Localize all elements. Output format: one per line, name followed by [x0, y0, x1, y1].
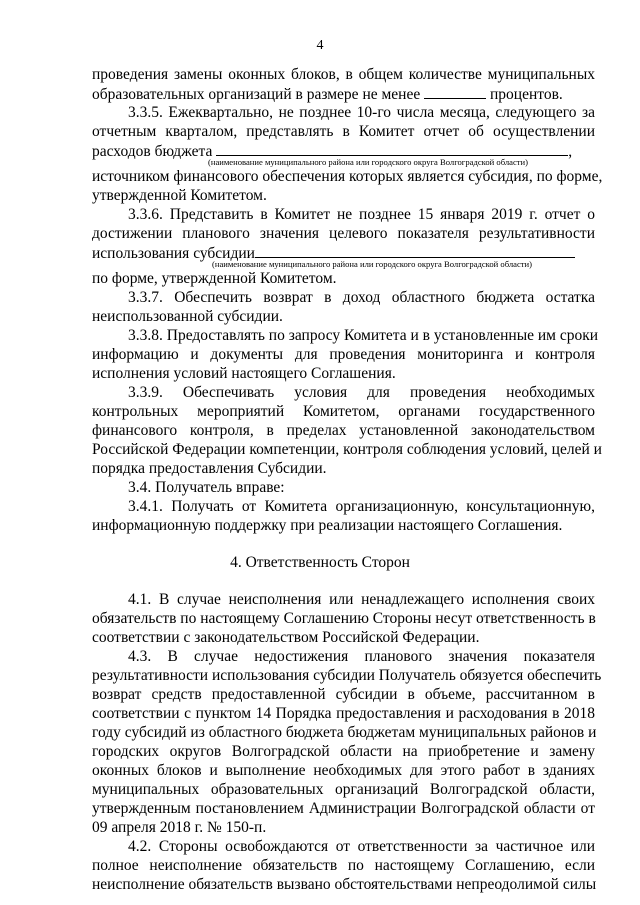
text-line: информацию и документы для проведения мониторинга и контроля — [92, 346, 595, 363]
page-number: 4 — [316, 38, 324, 53]
text-line: 09 апреля 2018 г. № 150-п. — [92, 819, 267, 836]
text-line: 4.3. В случае недостижения планового значения показателя — [128, 648, 595, 665]
text-line: 3.3.6. Представить в Комитет не позднее 15 января 2019 г. отчет о — [128, 206, 595, 223]
blank-field — [424, 84, 486, 99]
text-line: исполнения условий настоящего Соглашения. — [92, 365, 396, 382]
text-fragment: образовательных организаций в размере не менее — [92, 86, 421, 103]
text-line: утвержденной Комитетом. — [92, 187, 267, 204]
text-line: 3.3.5. Ежеквартально, не позднее 10-го числа месяца, следующего за — [128, 104, 595, 121]
text-line: соответствии с законодательством Российской Федерации. — [92, 629, 480, 646]
text-line: 3.4. Получатель вправе: — [128, 479, 285, 496]
text-line: обязательств по настоящему Соглашению Стороны несут ответственность в — [92, 610, 596, 627]
text-line: 3.3.7. Обеспечить возврат в доход областного бюджета остатка — [128, 289, 595, 306]
section-heading: 4. Ответственность Сторон — [230, 554, 410, 571]
footnote-label: (наименование муниципального района или городского округа Волгоградской области) — [208, 157, 529, 167]
text-line: возврат средств предоставленной субсидии в объеме, рассчитанном в — [92, 686, 595, 703]
text-line: информационную поддержку при реализации настоящего Соглашения. — [92, 517, 563, 534]
text-line: неисполнение обязательств вызвано обстоятельствами непреодолимой силы — [92, 876, 597, 893]
blank-field — [255, 243, 575, 258]
text-line: году субсидий из областного бюджета бюджетам муниципальных районов и — [92, 724, 597, 741]
text-fragment: процентов. — [489, 86, 563, 103]
text-fragment: , — [568, 143, 573, 160]
text-line: результативности использования субсидии Получатель обязуется обеспечить — [92, 667, 602, 684]
text-line — [92, 84, 595, 105]
text-line: отчетным кварталом, представлять в Комитет отчет об осуществлении — [92, 123, 595, 140]
text-fragment: использования субсидии — [92, 245, 255, 262]
text-fragment: расходов бюджета — [92, 143, 213, 160]
text-line: достижении планового значения целевого показателя результативности — [92, 225, 595, 242]
text-line: неиспользованной субсидии. — [92, 308, 283, 325]
text-line: источником финансового обеспечения которых является субсидия, по форме, — [92, 168, 603, 185]
text-line: по форме, утвержденной Комитетом. — [92, 270, 337, 287]
text-line: 3.3.9. Обеспечивать условия для проведения необходимых — [128, 384, 595, 401]
footnote-label: (наименование муниципального района или городского округа Волгоградской области) — [212, 259, 533, 269]
text-line: 3.3.8. Предоставлять по запросу Комитета и в установленные им сроки — [128, 327, 599, 344]
text-line: оконных блоков и выполнение необходимых для этого работ в зданиях — [92, 762, 595, 779]
text-line: 4.1. В случае неисполнения или ненадлежащего исполнения своих — [128, 591, 595, 608]
text-line: контрольных мероприятий Комитетом, органами государственного — [92, 403, 595, 420]
text-line: полное неисполнение обязательств по настоящему Соглашению, если — [92, 857, 595, 874]
text-line: соответствии с пунктом 14 Порядка предоставления и расходования в 2018 — [92, 705, 595, 722]
text-line: Российской Федерации компетенции, контроля соблюдения условий, целей и — [92, 441, 602, 458]
text-line: муниципальных образовательных организаций Волгоградской области, — [92, 781, 595, 798]
text-line: 4.2. Стороны освобождаются от ответственности за частичное или — [128, 838, 595, 855]
text-line: порядка предоставления Субсидии. — [92, 460, 327, 477]
text-line: финансового контроля, в пределах установленной законодательством — [92, 422, 595, 439]
text-line: 3.4.1. Получать от Комитета организационную, консультационную, — [128, 498, 595, 515]
text-line: проведения замены оконных блоков, в общем количестве муниципальных — [92, 66, 595, 83]
blank-field — [216, 141, 568, 156]
text-line: городских округов Волгоградской области на приобретение и замену — [92, 743, 595, 760]
text-line: утвержденным постановлением Администрации Волгоградской области от — [92, 800, 595, 817]
